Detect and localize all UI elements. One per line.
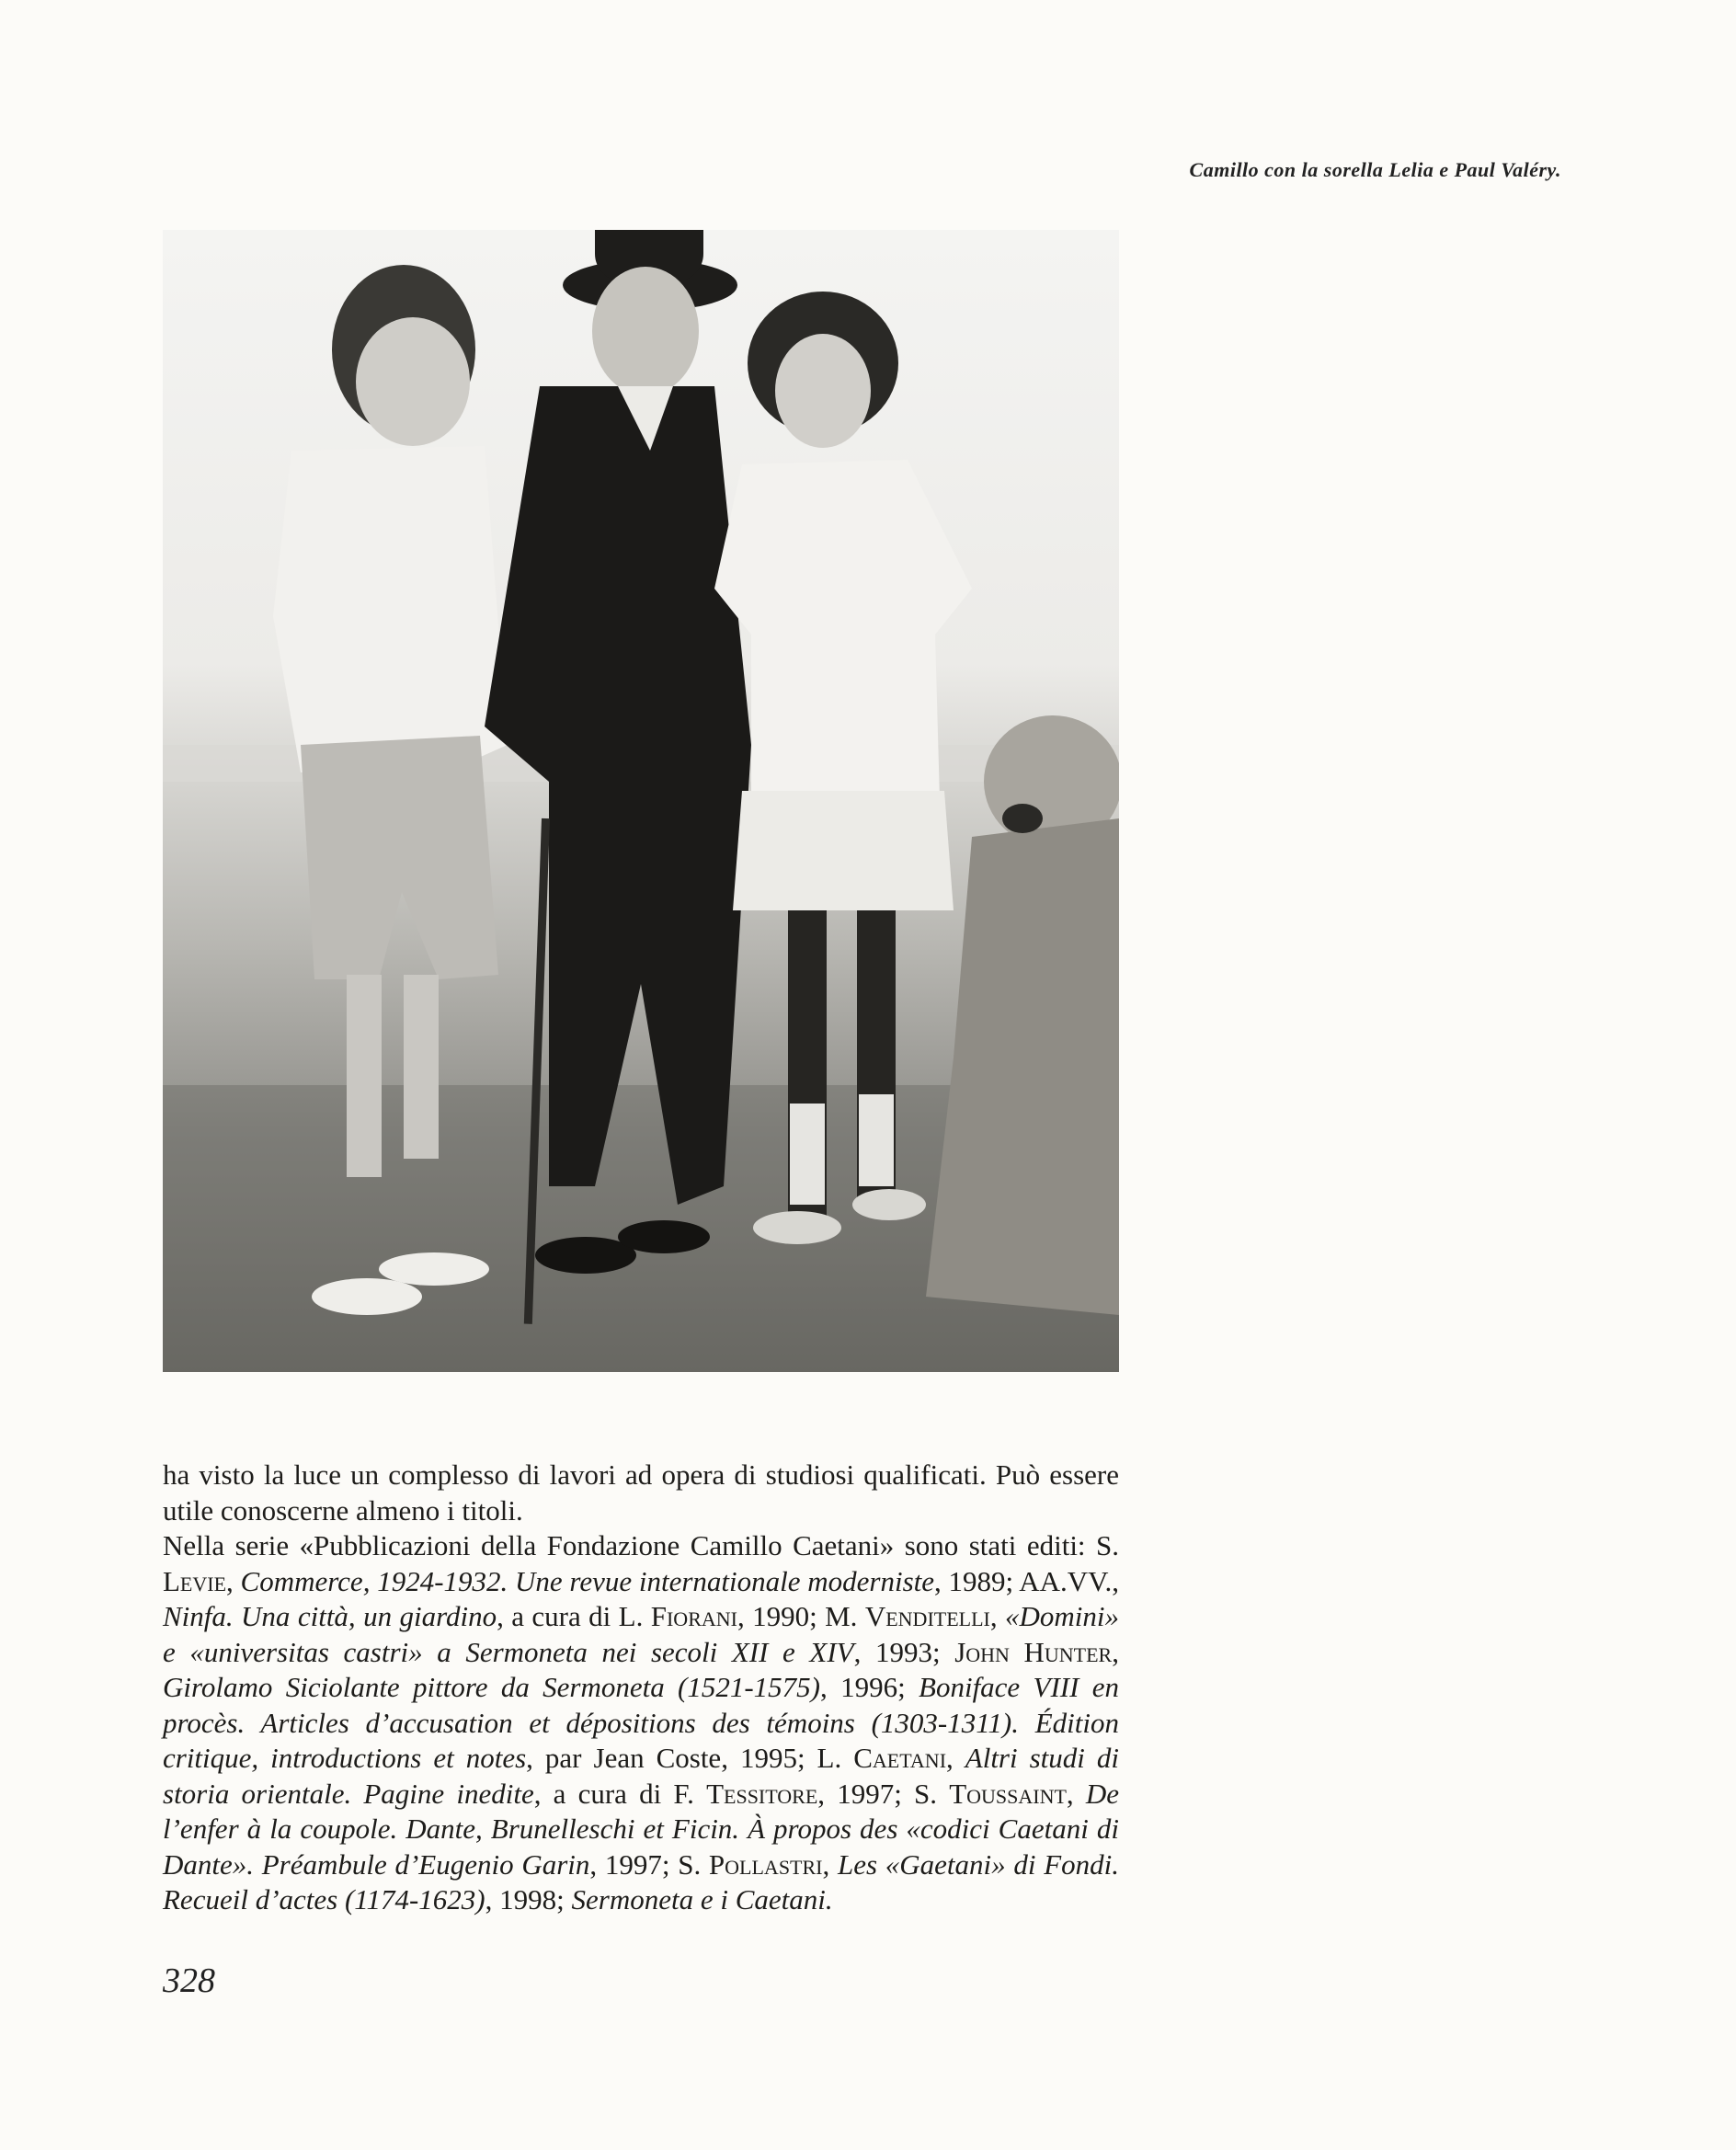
photo-caption: Camillo con la sorella Lelia e Paul Valéry. — [1189, 158, 1561, 181]
figure-dog — [926, 715, 1119, 1315]
paragraph-intro: ha visto la luce un complesso di lavori ad opera di studiosi qualificati. Può essere utile conoscerne almeno i titoli. — [163, 1458, 1119, 1527]
photograph — [163, 230, 1119, 1372]
paragraph-publications: Nella serie «Pubblicazioni della Fondazione Camillo Caetani» sono stati editi: S. Levie, Commerce, 1924-1932. Une revue internationale moderniste, 1989; AA.VV., Ninfa. Una città, un giardino, a cura di L. Fiorani, 1990; M. Venditelli, «Domini» e «universitas castri» a Sermoneta nei secoli XII e XIV, 1993; John Hunter, Girolamo Siciolante pittore da Sermoneta (1521-1575), 1996; Boniface VIII en procès. Articles d’accusation et dépositions des témoins (1303-1311). Édition critique, introductions et notes, par Jean Coste, 1995; L. Caetani, Altri studi di storia orientale. Pagine inedite, a cura di F. Tessitore, 1997; S. Toussaint, De l’enfer à la coupole. Dante, Brunelleschi et Ficin. À propos des «codici Caetani di Dante». Préambule d’Eugenio Garin, 1997; S. Pollastri, Les «Gaetani» di Fondi. Recueil d’actes (1174-1623), 1998; Sermoneta e i Caetani. — [163, 1529, 1120, 1916]
page-number: 328 — [163, 1961, 215, 2000]
body-text — [163, 1458, 1119, 1918]
photograph-illustration — [163, 230, 1119, 1372]
